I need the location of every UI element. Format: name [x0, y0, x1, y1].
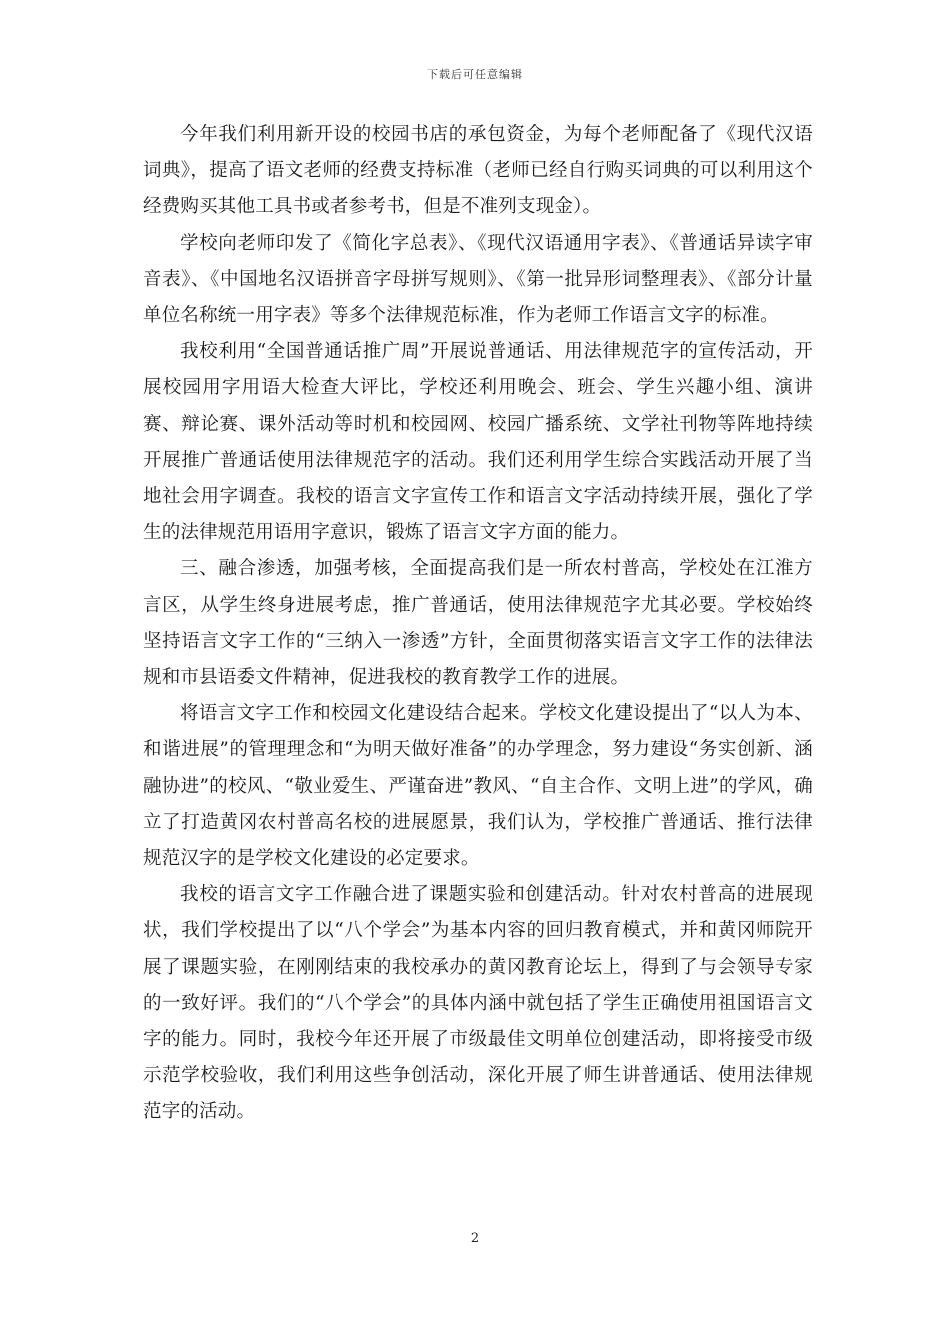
page-number: 2	[470, 1231, 480, 1246]
paragraph: 我校的语言文字工作融合进了课题实验和创建活动。针对农村普高的进展现状，我们学校提出了以“八个学会”为基本内容的回归教育模式，并和黄冈师院开展了课题实验，在刚刚结束的我校承办的黄冈教育论坛上，得到了与会领导专家的一致好评。我们的“八个学会”的具体内涵中就包括了学生正确使用祖国语言文字的能力。同时，我校今年还开展了市级最佳文明单位创建活动，即将接受市级示范学校验收，我们利用这些争创活动，深化开展了师生讲普通话、使用法律规范字的活动。	[143, 884, 813, 1123]
paragraph: 学校向老师印发了《简化字总表》、《现代汉语通用字表》、《普通话异读字审音表》、《中国地名汉语拼音字母拼写规则》、《第一批异形词整理表》、《部分计量单位名称统一用字表》等多个法律规范标准，作为老师工作语言文字的标准。	[143, 232, 813, 327]
paragraph: 将语言文字工作和校园文化建设结合起来。学校文化建设提出了“以人为本、和谐进展”的管理理念和“为明天做好准备”的办学理念，努力建设“务实创新、涵融协进”的校风、“敬业爱生、严谨奋进”教风、“自主合作、文明上进”的学风，确立了打造黄冈农村普高名校的进展愿景，我们认为，学校推广普通话、推行法律规范汉字的是学校文化建设的必定要求。	[143, 703, 813, 870]
document-body	[143, 117, 813, 1131]
paragraph: 我校利用“全国普通话推广周”开展说普通话、用法律规范字的宣传活动，开展校园用字用语大检查大评比，学校还利用晚会、班会、学生兴趣小组、演讲赛、辩论赛、课外活动等时机和校园网、校园广播系统、文学社刊物等阵地持续开展推广普通话使用法律规范字的活动。我们还利用学生综合实践活动开展了当地社会用字调查。我校的语言文字宣传工作和语言文字活动持续开展，强化了学生的法律规范用语用字意识，锻炼了语言文字方面的能力。	[143, 341, 813, 544]
paragraph: 三、融合渗透，加强考核，全面提高我们是一所农村普高，学校处在江淮方言区，从学生终身进展考虑，推广普通话，使用法律规范字尤其必要。学校始终坚持语言文字工作的“三纳入一渗透”方针，全面贯彻落实语言文字工作的法律法规和市县语委文件精神，促进我校的教育教学工作的进展。	[143, 558, 813, 689]
page-header: 下载后可任意编辑	[427, 68, 523, 81]
paragraph: 今年我们利用新开设的校园书店的承包资金，为每个老师配备了《现代汉语词典》，提高了语文老师的经费支持标准（老师已经自行购买词典的可以利用这个经费购买其他工具书或者参考书，但是不准列支现金）。	[143, 124, 813, 218]
